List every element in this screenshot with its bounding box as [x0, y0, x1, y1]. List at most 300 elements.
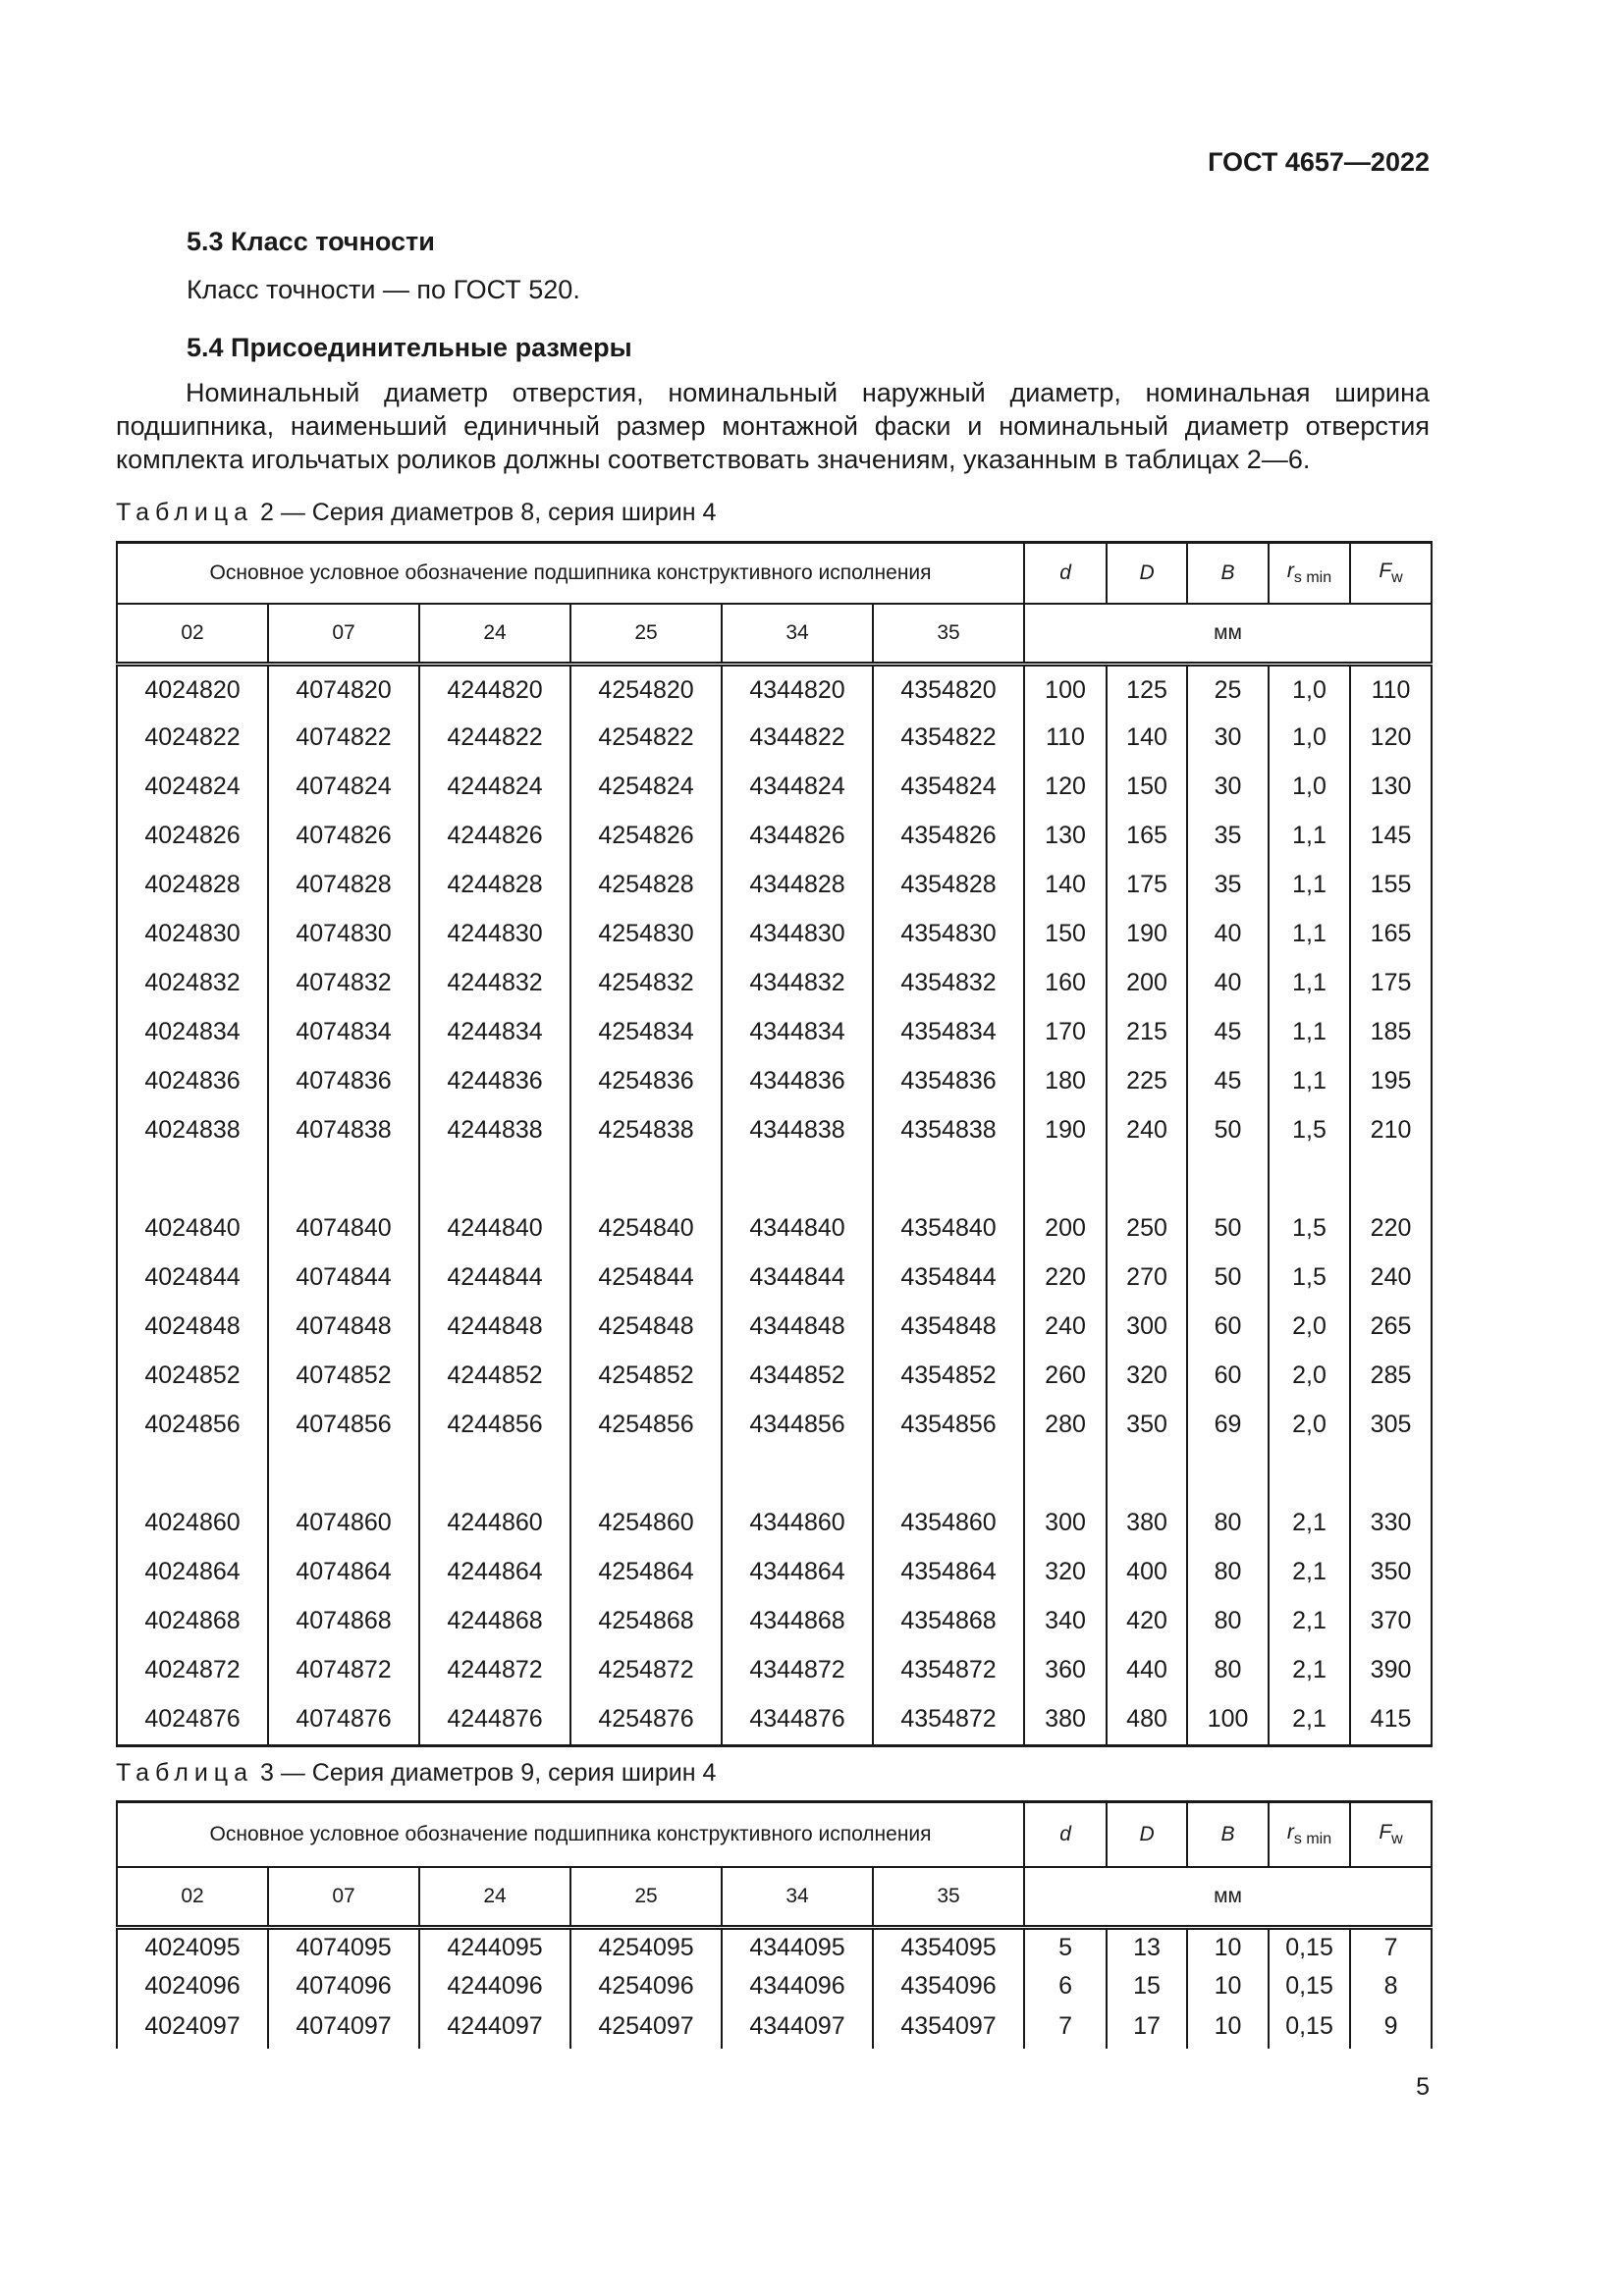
table-cell: 80 — [1187, 1548, 1269, 1597]
table-cell: 130 — [1024, 812, 1107, 861]
table-cell: 4244856 — [419, 1401, 570, 1499]
table-cell: 4354096 — [873, 1968, 1024, 2008]
table-cell: 1,1 — [1269, 959, 1350, 1008]
table-cell: 4024852 — [144, 1361, 241, 1389]
table-cell: 0,15 — [1269, 1928, 1350, 1968]
d-header: d — [1024, 543, 1107, 604]
table-cell: 1,1 — [1269, 861, 1350, 910]
table-cell: 4254836 — [570, 1057, 722, 1106]
d-header: d — [1024, 1802, 1107, 1867]
table-cell: 4244852 — [419, 1352, 570, 1401]
table-cell: 4344844 — [722, 1254, 873, 1303]
fw-header — [1350, 1802, 1432, 1867]
table-row — [117, 959, 1432, 1008]
table-cell: 4354822 — [873, 714, 1024, 763]
table-cell: 4244860 — [419, 1499, 570, 1548]
table-row — [117, 763, 1432, 812]
table-cell: 165 — [1107, 812, 1187, 861]
fw-subscript: w — [1391, 1830, 1403, 1847]
table-cell: 17 — [1107, 2008, 1187, 2049]
table-cell: 1,1 — [1269, 1057, 1350, 1106]
table-cell: 80 — [1187, 1597, 1269, 1646]
table-cell: 4344095 — [722, 1928, 873, 1968]
table-cell: 175 — [1350, 959, 1432, 1008]
table-cell: 6 — [1024, 1968, 1107, 2008]
table-cell: 4074822 — [268, 714, 419, 763]
table-cell: 4024872 — [144, 1655, 241, 1683]
table-cell: 270 — [1107, 1254, 1187, 1303]
table-cell: 5 — [1024, 1928, 1107, 1968]
table-cell: 155 — [1350, 861, 1432, 910]
table-cell: 4244840 — [419, 1204, 570, 1254]
table-cell: 4074844 — [268, 1254, 419, 1303]
table-cell: 195 — [1350, 1057, 1432, 1106]
table-cell: 190 — [1107, 910, 1187, 959]
table-cell: 4254848 — [570, 1303, 722, 1352]
table-cell: 2,0 — [1269, 1401, 1350, 1499]
fw-subscript: w — [1391, 568, 1403, 586]
table-cell: 4244832 — [419, 959, 570, 1008]
table-row — [117, 1499, 1432, 1548]
rs-symbol: r — [1286, 559, 1294, 582]
table-cell: 4254826 — [570, 812, 722, 861]
rs-subscript: s min — [1293, 568, 1332, 586]
table-row — [117, 812, 1432, 861]
table-cell: 4354828 — [873, 861, 1024, 910]
table-cell: 240 — [1107, 1106, 1187, 1204]
table-cell: 4254096 — [570, 1968, 722, 2008]
table-row — [117, 1008, 1432, 1057]
table-cell: 265 — [1350, 1303, 1432, 1352]
table-cell: 30 — [1187, 763, 1269, 812]
table-cell: 4244844 — [419, 1254, 570, 1303]
table-cell: 400 — [1107, 1548, 1187, 1597]
table-cell: 15 — [1107, 1968, 1187, 2008]
table-cell: 280 — [1024, 1401, 1107, 1499]
D-header: D — [1107, 1802, 1187, 1867]
table-cell: 4344864 — [722, 1548, 873, 1597]
table-cell: 4254876 — [570, 1695, 722, 1746]
table-cell: 1,0 — [1269, 714, 1350, 763]
table-cell: 165 — [1350, 910, 1432, 959]
table-cell: 4024822 — [144, 722, 241, 751]
table-cell: 4344860 — [722, 1499, 873, 1548]
table-cell: 330 — [1350, 1499, 1432, 1548]
table-cell: 4344826 — [722, 812, 873, 861]
B-header: B — [1187, 543, 1269, 604]
table-cell: 69 — [1187, 1401, 1269, 1499]
table-cell: 4074860 — [268, 1499, 419, 1548]
table-row — [117, 861, 1432, 910]
table-cell: 320 — [1107, 1352, 1187, 1401]
rs-subscript: s min — [1293, 1830, 1332, 1847]
table-cell: 10 — [1187, 2008, 1269, 2049]
table-cell: 4024836 — [144, 1066, 241, 1095]
variant-25: 25 — [570, 604, 722, 665]
table-cell: 4354097 — [873, 2008, 1024, 2049]
table-cell: 4074840 — [268, 1204, 419, 1254]
table-row — [117, 1204, 1432, 1254]
table-cell: 4244097 — [419, 2008, 570, 2049]
table-cell: 4354844 — [873, 1254, 1024, 1303]
fw-header — [1350, 543, 1432, 604]
table-cell: 4344834 — [722, 1008, 873, 1057]
table-cell: 4354838 — [873, 1106, 1024, 1204]
table-cell: 4024844 — [144, 1262, 241, 1291]
table-cell: 4244868 — [419, 1597, 570, 1646]
table-cell: 0,15 — [1269, 2008, 1350, 2049]
table-cell: 60 — [1187, 1352, 1269, 1401]
table-cell: 7 — [1024, 2008, 1107, 2049]
table-cell: 350 — [1350, 1548, 1432, 1597]
table-cell: 4074824 — [268, 763, 419, 812]
table-cell: 4344820 — [722, 665, 873, 714]
table-cell: 0,15 — [1269, 1968, 1350, 2008]
table-cell: 4344852 — [722, 1352, 873, 1401]
table-cell: 4024095 — [144, 1934, 241, 1961]
table-cell: 4354848 — [873, 1303, 1024, 1352]
table-cell: 4024834 — [144, 1017, 241, 1045]
table-cell: 4244828 — [419, 861, 570, 910]
table-cell: 200 — [1024, 1204, 1107, 1254]
table-cell: 220 — [1350, 1204, 1432, 1254]
table-cell: 35 — [1187, 812, 1269, 861]
table-cell: 1,5 — [1269, 1106, 1350, 1204]
table-cell: 4354834 — [873, 1008, 1024, 1057]
table-2 — [116, 541, 1433, 1747]
table-cell: 50 — [1187, 1106, 1269, 1204]
table-row — [117, 1254, 1432, 1303]
table-cell: 420 — [1107, 1597, 1187, 1646]
table-cell: 4024840 — [144, 1213, 241, 1242]
table-cell: 4074836 — [268, 1057, 419, 1106]
table-cell: 4024868 — [144, 1606, 241, 1634]
table-cell: 4024826 — [144, 821, 241, 849]
unit-mm: мм — [1024, 604, 1432, 665]
table-cell: 305 — [1350, 1401, 1432, 1499]
table-cell: 4254868 — [570, 1597, 722, 1646]
table-cell: 4024832 — [144, 968, 241, 996]
table-cell: 4344836 — [722, 1057, 873, 1106]
table-cell: 30 — [1187, 714, 1269, 763]
table-cell: 7 — [1350, 1928, 1432, 1968]
table-cell: 4354856 — [873, 1401, 1024, 1499]
table-row — [117, 1695, 1432, 1746]
table-cell: 4024838 — [144, 1115, 241, 1144]
table-cell: 110 — [1350, 665, 1432, 714]
table-cell: 285 — [1350, 1352, 1432, 1401]
table-cell: 4344876 — [722, 1695, 873, 1746]
table-cell: 170 — [1024, 1008, 1107, 1057]
table-cell: 4254834 — [570, 1008, 722, 1057]
table-2-header-row — [117, 543, 1432, 604]
table-cell: 175 — [1107, 861, 1187, 910]
table-cell: 4244834 — [419, 1008, 570, 1057]
table-cell: 4244872 — [419, 1646, 570, 1695]
D-header: D — [1107, 543, 1187, 604]
table-cell: 4074828 — [268, 861, 419, 910]
variant-02: 02 — [181, 1884, 204, 1907]
table-cell: 4024820 — [144, 676, 241, 704]
table-cell: 380 — [1024, 1695, 1107, 1746]
table-cell: 4354836 — [873, 1057, 1024, 1106]
table-cell: 4254844 — [570, 1254, 722, 1303]
table-cell: 4254856 — [570, 1401, 722, 1499]
designation-header: Основное условное обозначение подшипника конструктивного исполнения — [117, 543, 1024, 604]
table-cell: 4344097 — [722, 2008, 873, 2049]
table-cell: 4344824 — [722, 763, 873, 812]
table-cell: 340 — [1024, 1597, 1107, 1646]
table-cell: 1,1 — [1269, 812, 1350, 861]
table-3-body — [117, 1928, 1432, 2049]
table-cell: 4344848 — [722, 1303, 873, 1352]
table-cell: 145 — [1350, 812, 1432, 861]
rs-symbol: r — [1286, 1820, 1294, 1843]
table-cell: 4074096 — [268, 1968, 419, 2008]
page-number: 5 — [1416, 2073, 1430, 2101]
table-cell: 2,1 — [1269, 1499, 1350, 1548]
table-cell: 4024830 — [144, 919, 241, 947]
table-cell: 4354840 — [873, 1204, 1024, 1254]
table-3-header-row — [117, 1802, 1432, 1867]
section-5-3-heading: 5.3 Класс точности — [187, 227, 435, 256]
table-row — [117, 1352, 1432, 1401]
table-cell: 4344840 — [722, 1204, 873, 1254]
table-cell: 4254095 — [570, 1928, 722, 1968]
table-cell: 4074834 — [268, 1008, 419, 1057]
table-row — [117, 1597, 1432, 1646]
table-cell: 300 — [1107, 1303, 1187, 1352]
table-cell: 40 — [1187, 959, 1269, 1008]
table-cell: 4354872 — [873, 1695, 1024, 1746]
table-2-caption-label: Таблица — [116, 499, 254, 526]
table-cell: 140 — [1024, 861, 1107, 910]
table-cell: 4354852 — [873, 1352, 1024, 1401]
table-cell: 4024848 — [144, 1311, 241, 1340]
table-cell: 4244824 — [419, 763, 570, 812]
variant-07: 07 — [268, 1867, 419, 1928]
table-cell: 180 — [1024, 1057, 1107, 1106]
table-cell: 4344872 — [722, 1646, 873, 1695]
table-row — [117, 1106, 1432, 1204]
table-row — [117, 1401, 1432, 1499]
table-cell: 4074095 — [268, 1928, 419, 1968]
table-cell: 80 — [1187, 1499, 1269, 1548]
table-cell: 380 — [1107, 1499, 1187, 1548]
table-cell: 4254830 — [570, 910, 722, 959]
table-cell: 40 — [1187, 910, 1269, 959]
table-cell: 225 — [1107, 1057, 1187, 1106]
table-cell: 4074830 — [268, 910, 419, 959]
table-cell: 4354864 — [873, 1548, 1024, 1597]
table-cell: 4024860 — [144, 1508, 241, 1536]
table-cell: 4074848 — [268, 1303, 419, 1352]
table-cell: 360 — [1024, 1646, 1107, 1695]
table-cell: 4354095 — [873, 1928, 1024, 1968]
variant-34: 34 — [722, 604, 873, 665]
variant-24: 24 — [419, 604, 570, 665]
table-cell: 2,1 — [1269, 1695, 1350, 1746]
table-cell: 130 — [1350, 763, 1432, 812]
table-cell: 150 — [1107, 763, 1187, 812]
table-cell: 4074832 — [268, 959, 419, 1008]
table-row — [117, 1928, 1432, 1968]
table-cell: 4074097 — [268, 2008, 419, 2049]
table-cell: 4354830 — [873, 910, 1024, 959]
table-3-caption — [116, 1759, 716, 1788]
variant-35: 35 — [873, 1867, 1024, 1928]
table-cell: 2,1 — [1269, 1548, 1350, 1597]
table-cell: 4254820 — [570, 665, 722, 714]
table-cell: 4024876 — [144, 1704, 241, 1733]
table-cell: 1,0 — [1269, 665, 1350, 714]
table-cell: 80 — [1187, 1646, 1269, 1695]
table-row — [117, 1968, 1432, 2008]
fw-symbol: F — [1379, 559, 1392, 582]
table-cell: 4354824 — [873, 763, 1024, 812]
table-cell: 4244836 — [419, 1057, 570, 1106]
rs-min-header — [1269, 1802, 1350, 1867]
table-cell: 4344822 — [722, 714, 873, 763]
table-cell: 45 — [1187, 1057, 1269, 1106]
table-cell: 8 — [1350, 1968, 1432, 2008]
table-cell: 50 — [1187, 1254, 1269, 1303]
table-cell: 1,0 — [1269, 763, 1350, 812]
table-cell: 300 — [1024, 1499, 1107, 1548]
table-cell: 160 — [1024, 959, 1107, 1008]
table-cell: 4074864 — [268, 1548, 419, 1597]
table-cell: 45 — [1187, 1008, 1269, 1057]
table-cell: 4344856 — [722, 1401, 873, 1499]
table-cell: 4024097 — [144, 2011, 241, 2040]
table-cell: 150 — [1024, 910, 1107, 959]
table-cell: 1,5 — [1269, 1254, 1350, 1303]
table-cell: 100 — [1024, 665, 1107, 714]
table-cell: 10 — [1187, 1928, 1269, 1968]
unit-mm: мм — [1024, 1867, 1432, 1928]
table-cell: 4074826 — [268, 812, 419, 861]
table-3-variant-row — [117, 1867, 1432, 1928]
variant-02: 02 — [181, 620, 204, 644]
table-cell: 185 — [1350, 1008, 1432, 1057]
table-cell: 440 — [1107, 1646, 1187, 1695]
table-cell: 4354860 — [873, 1499, 1024, 1548]
table-cell: 60 — [1187, 1303, 1269, 1352]
table-cell: 4024864 — [144, 1557, 241, 1585]
table-row — [117, 665, 1432, 714]
table-cell: 13 — [1107, 1928, 1187, 1968]
section-5-4-heading: 5.4 Присоединительные размеры — [187, 333, 632, 362]
table-cell: 215 — [1107, 1008, 1187, 1057]
table-cell: 4074838 — [268, 1106, 419, 1204]
variant-24: 24 — [419, 1867, 570, 1928]
table-row — [117, 1303, 1432, 1352]
table-3-caption-title: 3 — Серия диаметров 9, серия ширин 4 — [253, 1759, 717, 1787]
table-cell: 4244864 — [419, 1548, 570, 1597]
table-cell: 220 — [1024, 1254, 1107, 1303]
table-cell: 4244838 — [419, 1106, 570, 1204]
table-cell: 2,0 — [1269, 1303, 1350, 1352]
table-cell: 4354820 — [873, 665, 1024, 714]
table-cell: 4344828 — [722, 861, 873, 910]
table-cell: 260 — [1024, 1352, 1107, 1401]
table-cell: 320 — [1024, 1548, 1107, 1597]
table-cell: 4024856 — [144, 1410, 241, 1438]
fw-symbol: F — [1379, 1820, 1392, 1843]
table-cell: 4244848 — [419, 1303, 570, 1352]
table-cell: 4254840 — [570, 1204, 722, 1254]
table-row — [117, 1057, 1432, 1106]
table-cell: 4254864 — [570, 1548, 722, 1597]
table-row — [117, 910, 1432, 959]
B-header: B — [1187, 1802, 1269, 1867]
table-cell: 10 — [1187, 1968, 1269, 2008]
table-cell: 480 — [1107, 1695, 1187, 1746]
table-3-caption-label: Таблица — [116, 1759, 254, 1787]
designation-header: Основное условное обозначение подшипника конструктивного исполнения — [117, 1802, 1024, 1867]
table-cell: 200 — [1107, 959, 1187, 1008]
table-cell: 4024824 — [144, 772, 241, 800]
section-5-3-text: Класс точности — по ГОСТ 520. — [187, 275, 580, 304]
table-3 — [116, 1800, 1433, 2049]
table-cell: 210 — [1350, 1106, 1432, 1204]
table-cell: 50 — [1187, 1204, 1269, 1254]
table-2-body — [117, 665, 1432, 1746]
table-cell: 120 — [1350, 714, 1432, 763]
table-cell: 4074856 — [268, 1401, 419, 1499]
table-cell: 4244826 — [419, 812, 570, 861]
table-cell: 4344832 — [722, 959, 873, 1008]
table-cell: 4254824 — [570, 763, 722, 812]
table-cell: 4254832 — [570, 959, 722, 1008]
table-cell: 4254852 — [570, 1352, 722, 1401]
table-row — [117, 2008, 1432, 2049]
table-cell: 4244876 — [419, 1695, 570, 1746]
table-cell: 390 — [1350, 1646, 1432, 1695]
table-cell: 125 — [1107, 665, 1187, 714]
table-cell: 25 — [1187, 665, 1269, 714]
table-cell: 250 — [1107, 1204, 1187, 1254]
table-cell: 1,5 — [1269, 1204, 1350, 1254]
standard-number: ГОСТ 4657—2022 — [1208, 147, 1430, 177]
table-cell: 4354868 — [873, 1597, 1024, 1646]
table-cell: 4344096 — [722, 1968, 873, 2008]
table-row — [117, 714, 1432, 763]
table-cell: 4244830 — [419, 910, 570, 959]
table-cell: 4354872 — [873, 1646, 1024, 1695]
table-cell: 4344868 — [722, 1597, 873, 1646]
table-cell: 350 — [1107, 1401, 1187, 1499]
table-cell: 4074852 — [268, 1352, 419, 1401]
table-cell: 35 — [1187, 861, 1269, 910]
table-cell: 4254828 — [570, 861, 722, 910]
table-cell: 4074876 — [268, 1695, 419, 1746]
table-row — [117, 1646, 1432, 1695]
table-cell: 4074820 — [268, 665, 419, 714]
table-2-caption — [116, 499, 716, 527]
section-5-4-paragraph: Номинальный диаметр отверстия, номинальный наружный диаметр, номинальная ширина подшипника, наименьший единичный размер монтажной фаски и номинальный диаметр отверстия комплекта игольчатых роликов должны соответствовать значениям, указанным в таблицах 2—6. — [116, 378, 1430, 474]
table-cell: 4344830 — [722, 910, 873, 959]
table-cell: 2,1 — [1269, 1597, 1350, 1646]
table-cell: 4254097 — [570, 2008, 722, 2049]
table-cell: 4244096 — [419, 1968, 570, 2008]
table-cell: 4344838 — [722, 1106, 873, 1204]
table-cell: 4244095 — [419, 1928, 570, 1968]
table-cell: 190 — [1024, 1106, 1107, 1204]
table-cell: 4244822 — [419, 714, 570, 763]
variant-07: 07 — [268, 604, 419, 665]
table-cell: 4254838 — [570, 1106, 722, 1204]
